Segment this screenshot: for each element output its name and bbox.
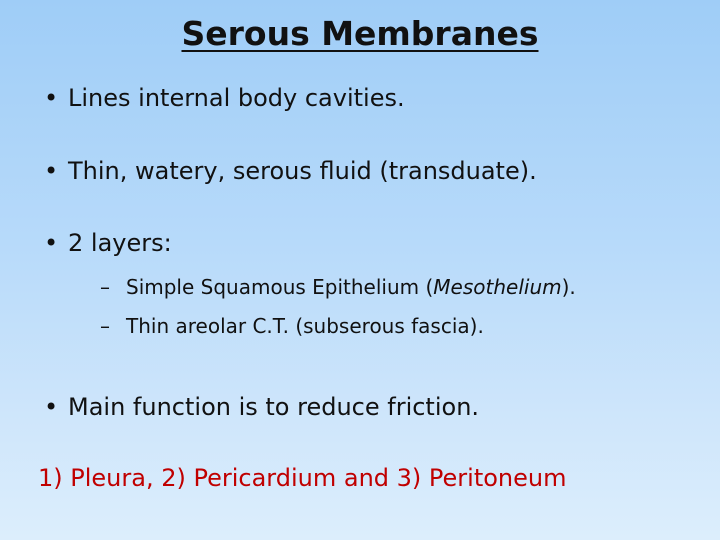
sub-bullet-text: Simple Squamous Epithelium ( [126, 275, 434, 299]
bullet-text: Thin, watery, serous fluid (transduate). [68, 157, 537, 185]
bullet-icon: • [44, 84, 59, 112]
slide-title-text: Serous Membranes [181, 14, 539, 53]
bullet-icon: • [44, 393, 59, 421]
dash-icon: – [100, 314, 110, 338]
bullet-item [44, 82, 405, 114]
sub-bullet-text: Thin areolar C.T. (subserous fascia). [126, 314, 484, 338]
dash-icon: – [100, 275, 110, 299]
slide-title [0, 12, 720, 56]
bullet-item [44, 227, 172, 259]
sub-bullet-item [100, 312, 484, 340]
bullet-item [44, 155, 537, 187]
bullet-text: Lines internal body cavities. [68, 84, 405, 112]
sub-bullet-item [100, 273, 576, 301]
footer-list: 1) Pleura, 2) Pericardium and 3) Peritoneum [38, 464, 567, 492]
bullet-icon: • [44, 157, 59, 185]
bullet-item [44, 391, 479, 423]
bullet-icon: • [44, 229, 59, 257]
bullet-text: 2 layers: [68, 229, 172, 257]
sub-bullet-italic-text: Mesothelium [433, 275, 562, 299]
bullet-text: Main function is to reduce friction. [68, 393, 480, 421]
sub-bullet-text-end: ). [561, 275, 576, 299]
